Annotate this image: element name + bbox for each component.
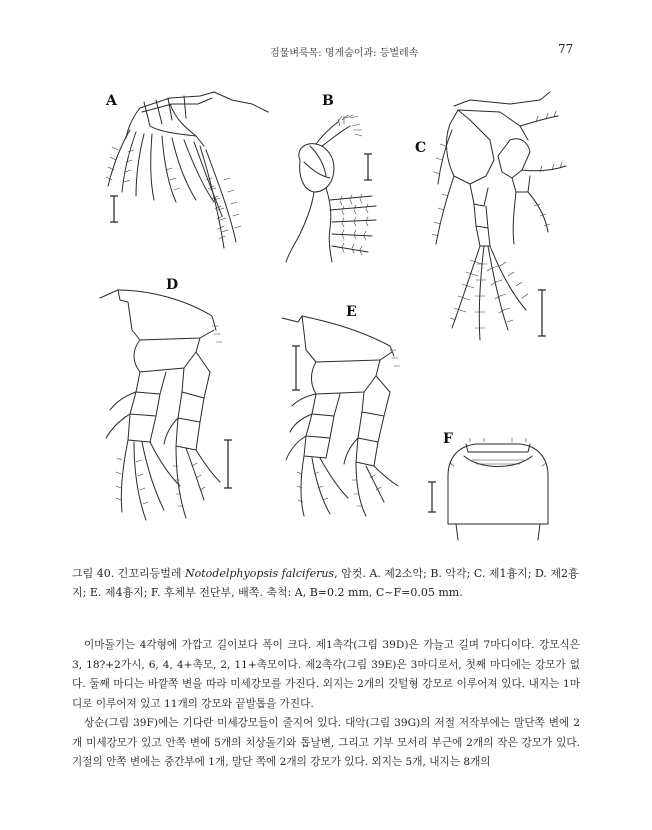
caption-species-name: Notodelphyopsis falciferus [185,567,335,580]
caption-suffix: , 암컷. A. 제2소악; B. 악각; C. 제1흉지; D. 제2흉지; E. 제4흉지; F. 후체부 전단부, 배쪽. 축척: A, B=0.2 mm, C~F=0.05 mm. [72,567,579,599]
panel-label-e: E [346,304,357,320]
panel-label-d: D [166,277,179,293]
body-paragraph-2: 상순(그림 39F)에는 기다란 미세강모들이 줄지어 있다. 대악(그림 39G)의 저절 저작부에는 말단쪽 변에 2개 미세강모가 있고 안쪽 변에 5개의 치상돌기와 톱날변, 그리고 기부 모서리 부근에 2개의 작은 강모가 있다. 기절의 안쪽 변에는 중간부에 1개, 말단 쪽에 2개의 강모가 있다. 외지는 5개, 내지는 8개의 [72,717,580,768]
caption-prefix: 그림 40. 긴꼬리등벌레 [72,567,185,580]
drawing-e-fourth-leg [282,316,400,516]
body-text [72,636,580,773]
drawing-c-first-leg [432,92,566,340]
drawing-d-second-leg [100,290,232,520]
page-number: 77 [558,42,574,56]
drawing-f-urosome [428,438,548,540]
figure-caption [72,564,592,602]
running-head: 검물벼룩목: 명게숨이과: 등벌레속 [270,48,419,59]
panel-label-c: C [415,140,427,156]
body-paragraph-1: 이마돌기는 4각형에 가깝고 길이보다 폭이 크다. 제1촉각(그림 39D)은 가늘고 길며 7마디이다. 강모식은 3, 18?+2가시, 6, 4, 4+촉모, 2, 11+촉모이다. 제2촉각(그림 39E)은 3마디로서, 첫째 마디에는 강모가 없다. 둘째 마디는 바깥쪽 변을 따라 미세강모를 가진다. 외지는 2개의 깃털형 강모로 이루어져 있다. 내지는 1마디로 이루어져 있고 11개의 강모와 끝발톱을 가진다. [72,639,580,710]
panel-label-f: F [443,431,453,447]
drawing-b-maxilliped [286,115,376,262]
panel-label-b: B [322,93,334,109]
drawing-a-second-maxilla [106,92,268,248]
panel-label-a: A [106,93,117,109]
